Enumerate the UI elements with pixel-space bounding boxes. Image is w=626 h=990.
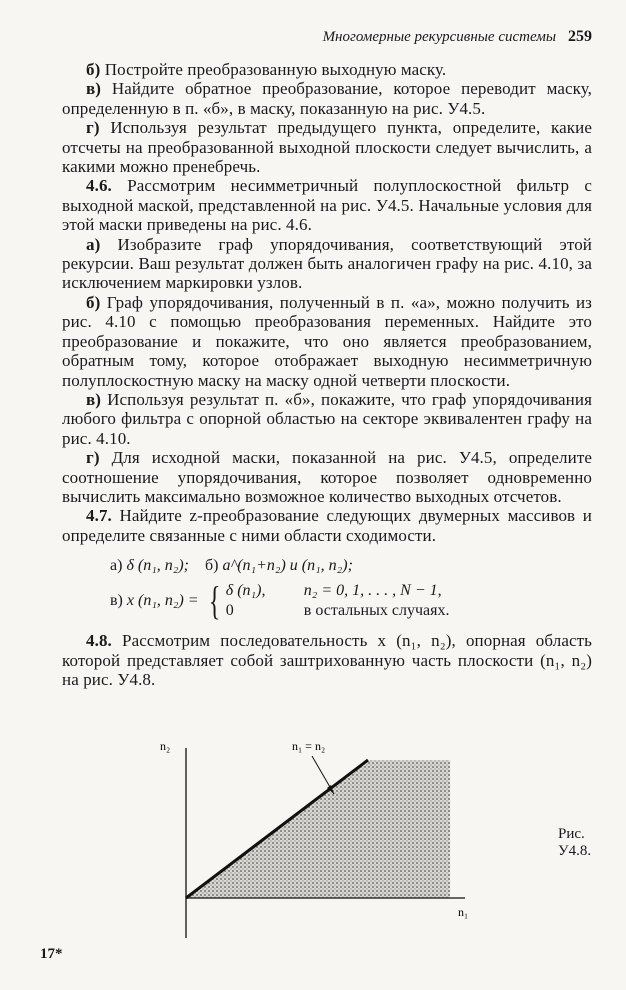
paragraph-g2	[62, 448, 592, 506]
paragraph-text: Найдите z-преобразование следующих двумерных массивов и определите связанные с ними области сходимости.	[62, 506, 592, 545]
x-axis-label: n₁	[458, 905, 469, 919]
figure-svg	[120, 738, 550, 953]
item-label: в)	[86, 79, 102, 99]
formula-v	[110, 578, 592, 624]
paragraph-v	[62, 79, 592, 118]
formula-v-lhs	[110, 592, 199, 610]
paragraph-a	[62, 235, 592, 293]
line-label: n₁ = n₂	[292, 739, 326, 753]
paragraph-text: Рассмотрим несимметричный полуплоскостной фильтр с выходной маской, представленной на рис. У4.5. Начальные условия для этой маски приведены на рис. 4.6.	[62, 176, 592, 235]
problem-label: 4.8.	[86, 631, 112, 651]
formula-v-expr: x (n₁, n₂) =	[126, 592, 199, 610]
problem-label: 4.7.	[86, 506, 112, 526]
problem-4-6	[62, 176, 592, 234]
case1-value: δ (n₁),	[225, 582, 266, 600]
page-number: 259	[568, 28, 592, 45]
case2-condition: в остальных случаях.	[303, 602, 450, 620]
item-label: г)	[86, 118, 100, 138]
paragraph-b2	[62, 293, 592, 390]
figure-u4-8	[120, 738, 590, 958]
y-axis-label: n₂	[160, 739, 171, 753]
formula-v-label: в)	[110, 592, 123, 610]
figure-caption: Рис. У4.8.	[558, 826, 592, 859]
paragraph-b	[62, 60, 592, 79]
item-label: б)	[86, 60, 101, 79]
problem-label: 4.6.	[86, 176, 112, 196]
problem-4-8	[62, 631, 592, 689]
running-title: Многомерные рекурсивные системы	[322, 29, 556, 45]
item-label: а)	[86, 234, 101, 254]
running-header	[62, 28, 592, 46]
paragraph-text: Изобразите граф упорядочивания, соответствующий этой рекурсии. Ваш результат должен быть аналогичен графу на рис. 4.10, за исключением маркировки узлов.	[62, 234, 592, 293]
item-label: б)	[86, 292, 101, 312]
page	[62, 28, 592, 689]
left-brace: {	[208, 578, 220, 624]
problem-4-7	[62, 506, 592, 545]
signature-mark: 17*	[40, 946, 63, 962]
cases	[226, 582, 554, 620]
paragraph-g	[62, 118, 592, 176]
paragraph-v2	[62, 390, 592, 448]
formula-a-label: а)	[110, 557, 123, 575]
item-label: г)	[86, 448, 100, 468]
formula-b-expr: a^(n₁+n₂) u (n₁, n₂);	[222, 557, 353, 575]
paragraph-text: Для исходной маски, показанной на рис. У4.5, определите соотношение упорядочивания, которое позволяет одновременно вычислить максимально возможное количество выходных отсчетов.	[62, 448, 592, 506]
case2-value: 0	[225, 602, 234, 620]
paragraph-text: Найдите обратное преобразование, которое переводит маску, определенную в п. «б», в маску, показанную на рис. У4.5.	[62, 79, 592, 118]
formula-a-b	[110, 557, 592, 575]
case1-condition: n₂ = 0, 1, . . . , N − 1,	[303, 582, 442, 600]
support-region	[186, 760, 450, 898]
paragraph-text: Используя результат предыдущего пункта, определите, какие отсчеты на преобразованной выходной плоскости следует вычислить, а какими можно пренебречь.	[62, 118, 592, 177]
formula-a-expr: δ (n₁, n₂);	[126, 557, 189, 575]
paragraph-text: Рассмотрим последовательность x (n₁, n₂), опорная область которой представляет собой заштрихованную часть плоскости (n₁, n₂) на рис. У4.8.	[62, 631, 592, 689]
formula-b-label: б)	[204, 557, 219, 575]
item-label: в)	[86, 389, 102, 409]
paragraph-text: Постройте преобразованную выходную маску.	[100, 60, 447, 79]
paragraph-text: Используя результат п. «б», покажите, что граф упорядочивания любого фильтра с опорной областью на секторе эквивалентен графу на рис. 4.10.	[62, 389, 592, 448]
paragraph-text: Граф упорядочивания, полученный в п. «а», можно получить из рис. 4.10 с помощью преобразования переменных. Найдите это преобразование и покажите, что оно является преобразованием, обратным тому, которое отображает выходную несимметричную полуплоскостную маску на маску одной четверти плоскости.	[62, 292, 592, 390]
